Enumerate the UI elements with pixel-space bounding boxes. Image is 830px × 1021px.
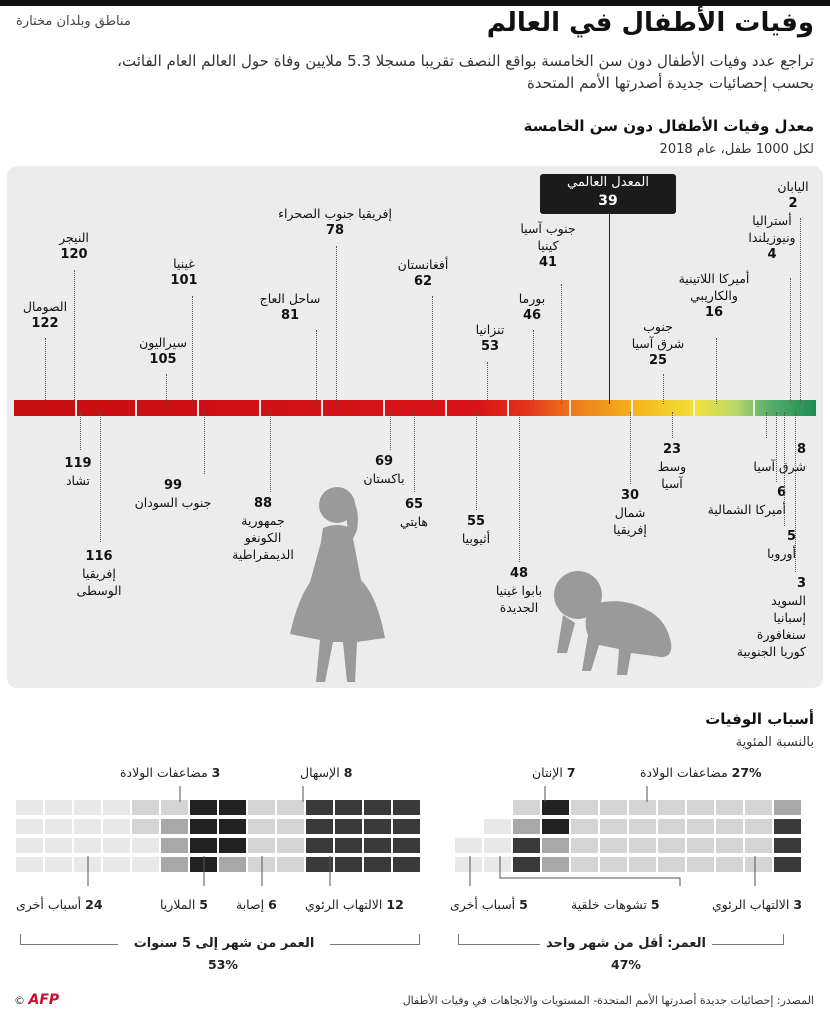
label-central-asia-name1: وسط — [657, 459, 687, 474]
leader-central-africa — [100, 412, 101, 542]
mortality-panel — [7, 166, 823, 688]
label-ivory-coast — [245, 290, 335, 324]
mortality-subtitle: لكل 1000 طفل، عام 2018 — [659, 142, 814, 157]
page-title: وفيات الأطفال في العالم — [486, 8, 814, 38]
cause-other-neonatal-value: 5 — [519, 897, 528, 912]
leader-central-asia — [672, 412, 673, 438]
leader-pakistan — [390, 412, 391, 450]
label-central-africa-name2: الوسطى — [76, 583, 122, 598]
cause-other-neonatal-name: أسباب أخرى — [450, 897, 516, 912]
label-australia-nz-value: 4 — [767, 247, 777, 262]
label-southeast-asia-value: 25 — [648, 353, 668, 368]
label-somalia-value: 122 — [31, 316, 59, 331]
label-niger-value: 120 — [60, 247, 88, 262]
cause-pneumonia-neonatal — [712, 897, 802, 912]
cause-congenital-anomalies-value: 5 — [650, 897, 660, 912]
label-east-asia-value: 8 — [796, 442, 806, 457]
label-southeast-asia-name1: جنوب — [643, 319, 673, 334]
label-tanzania-name: تنزانيا — [475, 322, 505, 337]
global-average-value: 39 — [598, 193, 618, 209]
label-south-asia-kenya-value: 41 — [538, 255, 558, 270]
label-pakistan — [345, 453, 423, 487]
label-guinea — [152, 255, 216, 289]
cause-malaria — [160, 897, 208, 912]
label-east-asia — [710, 441, 806, 475]
intro-line-2: بحسب إحصائيات جديدة أصدرتها الأمم المتحدة — [526, 74, 814, 92]
cause-birth-complications-child — [120, 765, 220, 780]
label-pakistan-value: 69 — [374, 454, 394, 469]
leader-sweden-group — [795, 412, 796, 572]
label-japan — [760, 178, 826, 212]
label-south-sudan-value: 99 — [163, 478, 183, 493]
label-haiti-name: هايتي — [399, 514, 429, 529]
label-central-africa-value: 116 — [85, 549, 113, 564]
leader-japan — [800, 218, 801, 404]
label-sub-saharan-africa — [265, 205, 405, 239]
leader-tanzania — [487, 362, 488, 404]
label-tanzania — [455, 321, 525, 355]
label-drc-name3: الديمقراطية — [232, 547, 294, 562]
label-sweden-name: السويد — [771, 593, 806, 608]
label-europe-value: 5 — [786, 529, 796, 544]
cause-other-child-value: 24 — [85, 897, 103, 912]
label-southeast-asia — [615, 318, 701, 369]
label-spain-name: إسبانيا — [773, 610, 806, 625]
cause-connector-lines — [0, 780, 830, 900]
leader-south-sudan — [204, 412, 205, 474]
label-north-africa — [596, 487, 664, 538]
leader-sub-saharan-africa — [336, 246, 337, 404]
leader-australia-nz — [790, 278, 791, 404]
label-east-asia-name: شرق آسيا — [753, 459, 806, 474]
cause-malaria-value: 5 — [199, 897, 208, 912]
causes-subtitle: بالنسبة المئوية — [735, 735, 814, 750]
global-average-line — [609, 214, 610, 404]
label-afghanistan — [378, 256, 468, 290]
label-europe — [740, 528, 796, 562]
leader-sierra-leone — [166, 374, 167, 404]
label-sierra-leone-value: 105 — [149, 352, 177, 367]
label-north-africa-name2: إفريقيا — [613, 522, 647, 537]
leader-haiti — [414, 412, 415, 492]
label-australia-nz — [724, 212, 820, 263]
leader-drc — [270, 412, 271, 492]
label-ethiopia-value: 55 — [466, 514, 486, 529]
label-sierra-leone-name: سيراليون — [139, 335, 187, 350]
leader-niger — [74, 270, 75, 404]
label-north-africa-value: 30 — [620, 488, 640, 503]
label-sub-saharan-africa-name: إفريقيا جنوب الصحراء — [278, 206, 392, 221]
cause-pneumonia-neonatal-name: الالتهاب الرئوي — [712, 897, 790, 912]
label-central-asia-value: 23 — [662, 442, 682, 457]
leader-southeast-asia — [663, 374, 664, 404]
label-guinea-name: غينيا — [173, 256, 195, 271]
label-burma-name: بورما — [518, 291, 546, 306]
label-north-america-name: أميركا الشمالية — [707, 502, 786, 517]
cause-malaria-name: الملاريا — [160, 897, 196, 912]
leader-afghanistan — [432, 296, 433, 404]
label-niger-name: النيجر — [59, 230, 89, 245]
label-sub-saharan-africa-value: 78 — [325, 223, 345, 238]
cause-injury-name: إصابة — [236, 897, 265, 912]
leader-north-america — [776, 412, 777, 482]
label-papua-new-guinea-value: 48 — [509, 566, 529, 581]
cause-other-child-name: أسباب أخرى — [16, 897, 82, 912]
label-burma — [502, 290, 562, 324]
label-new-zealand-name: ونيوزيلندا — [748, 230, 796, 245]
top-bar — [0, 0, 830, 6]
intro-text — [14, 50, 814, 94]
region-note: مناطق وبلدان مختارة — [16, 14, 131, 29]
cause-birth-complications-neonatal-name: مضاعفات الولادة — [640, 765, 728, 780]
label-latin-america — [652, 270, 776, 321]
cause-diarrhea — [300, 765, 352, 780]
label-central-africa-name1: إفريقيا — [82, 566, 116, 581]
cause-pneumonia-child-name: الالتهاب الرئوي — [305, 897, 383, 912]
label-sweden-group — [704, 575, 806, 660]
cause-sepsis — [532, 765, 576, 780]
label-pakistan-name: باكستان — [363, 471, 405, 486]
cause-other-child — [16, 897, 103, 912]
label-haiti-value: 65 — [404, 497, 424, 512]
copyright-notice — [14, 992, 59, 1008]
cause-pneumonia-child-value: 12 — [386, 897, 404, 912]
leader-north-africa — [630, 412, 631, 484]
share-under-one-month: 47% — [611, 957, 641, 972]
label-north-america-value: 6 — [776, 485, 786, 500]
cause-pneumonia-neonatal-value: 3 — [793, 897, 803, 912]
label-guinea-value: 101 — [170, 273, 198, 288]
label-latin-america-name1: أميركا اللاتينية — [678, 271, 750, 286]
mortality-title: معدل وفيات الأطفال دون سن الخامسة — [523, 117, 814, 135]
leader-burma — [533, 330, 534, 404]
label-japan-name: اليابان — [777, 179, 809, 194]
label-north-america — [690, 484, 786, 518]
label-afghanistan-value: 62 — [413, 274, 433, 289]
leader-papua-new-guinea — [519, 412, 520, 562]
label-papua-new-guinea — [466, 565, 572, 616]
label-chad — [48, 455, 108, 489]
label-sweden-group-value: 3 — [796, 576, 806, 591]
leader-south-asia-kenya — [561, 284, 562, 404]
label-south-asia-name: جنوب آسيا — [520, 221, 576, 236]
leader-ethiopia — [476, 412, 477, 510]
label-latin-america-name2: والكاريبي — [690, 288, 738, 303]
cause-birth-complications-child-name: مضاعفات الولادة — [120, 765, 208, 780]
label-australia-name: أستراليا — [752, 213, 792, 228]
cause-congenital-anomalies-name: تشوهات خلقية — [571, 897, 647, 912]
global-average-box — [540, 174, 676, 214]
label-japan-value: 2 — [788, 196, 798, 211]
source-note: المصدر: إحصائيات جديدة أصدرتها الأمم المتحدة- المستويات والاتجاهات في وفيات الأطفال — [402, 994, 814, 1007]
label-chad-name: تشاد — [65, 473, 90, 488]
leader-latin-america — [716, 338, 717, 404]
label-south-asia-kenya — [500, 220, 596, 271]
cause-sepsis-value: 7 — [566, 765, 576, 780]
cause-injury — [236, 897, 277, 912]
leader-europe — [784, 412, 785, 526]
leader-ivory-coast — [316, 330, 317, 404]
label-papua-new-guinea-name1: بابوا غينيا — [495, 583, 543, 598]
age-under-one-month: العمر: أقل من شهر واحد — [540, 936, 712, 951]
label-drc-name2: الكونغو — [244, 530, 282, 545]
label-ivory-coast-value: 81 — [280, 308, 300, 323]
afp-logo: AFP — [28, 992, 60, 1008]
leader-east-asia — [766, 412, 767, 438]
label-burma-value: 46 — [522, 308, 542, 323]
leader-somalia — [45, 338, 46, 404]
label-somalia-name: الصومال — [22, 299, 68, 314]
label-latin-america-value: 16 — [704, 305, 724, 320]
label-chad-value: 119 — [64, 456, 92, 471]
intro-line-1: تراجع عدد وفيات الأطفال دون سن الخامسة بواقع النصف تقريبا مسجلا 5.3 ملايين وفاة حول العالم العام الفائت، — [117, 52, 814, 70]
mortality-scale-bar — [14, 400, 816, 416]
label-sierra-leone — [118, 334, 208, 368]
label-ethiopia-name: أثيوبيا — [461, 531, 491, 546]
copyright-symbol: © — [14, 994, 25, 1007]
cause-diarrhea-name: الإسهال — [300, 765, 340, 780]
cause-congenital-anomalies — [571, 897, 660, 912]
cause-other-neonatal — [450, 897, 528, 912]
label-haiti — [384, 496, 444, 530]
label-somalia — [10, 298, 80, 332]
cause-birth-complications-neonatal-value: 27% — [731, 765, 762, 780]
age-one-month-to-five: العمر من شهر إلى 5 سنوات — [118, 936, 330, 951]
label-europe-name: أوروبا — [767, 546, 796, 561]
label-north-africa-name1: شمال — [614, 505, 646, 520]
causes-title: أسباب الوفيات — [705, 710, 814, 728]
cause-sepsis-name: الإنتان — [532, 765, 563, 780]
label-southeast-asia-name2: شرق آسيا — [631, 336, 685, 351]
label-papua-new-guinea-name2: الجديدة — [499, 600, 539, 615]
label-drc-name1: جمهورية — [241, 513, 285, 528]
label-tanzania-value: 53 — [480, 339, 500, 354]
share-one-month-to-five: 53% — [208, 957, 238, 972]
label-singapore-name: سنغافورة — [756, 627, 806, 642]
global-average-label: المعدل العالمي — [567, 175, 649, 190]
label-afghanistan-name: أفغانستان — [397, 257, 449, 272]
label-south-sudan-name: جنوب السودان — [134, 495, 212, 510]
cause-pneumonia-child — [305, 897, 404, 912]
cause-injury-value: 6 — [268, 897, 277, 912]
label-drc — [210, 495, 316, 563]
label-kenya-name: كينيا — [537, 238, 559, 253]
label-central-asia-name2: آسيا — [661, 476, 683, 491]
label-drc-value: 88 — [253, 496, 273, 511]
cause-birth-complications-child-value: 3 — [211, 765, 221, 780]
label-central-africa — [60, 548, 138, 599]
cause-diarrhea-value: 8 — [343, 765, 353, 780]
leader-chad — [80, 412, 81, 450]
cause-birth-complications-neonatal — [640, 765, 762, 780]
label-south-korea-name: كوريا الجنوبية — [736, 644, 806, 659]
label-ivory-coast-name: ساحل العاج — [259, 291, 321, 306]
label-niger — [42, 229, 106, 263]
label-ethiopia — [444, 513, 508, 547]
